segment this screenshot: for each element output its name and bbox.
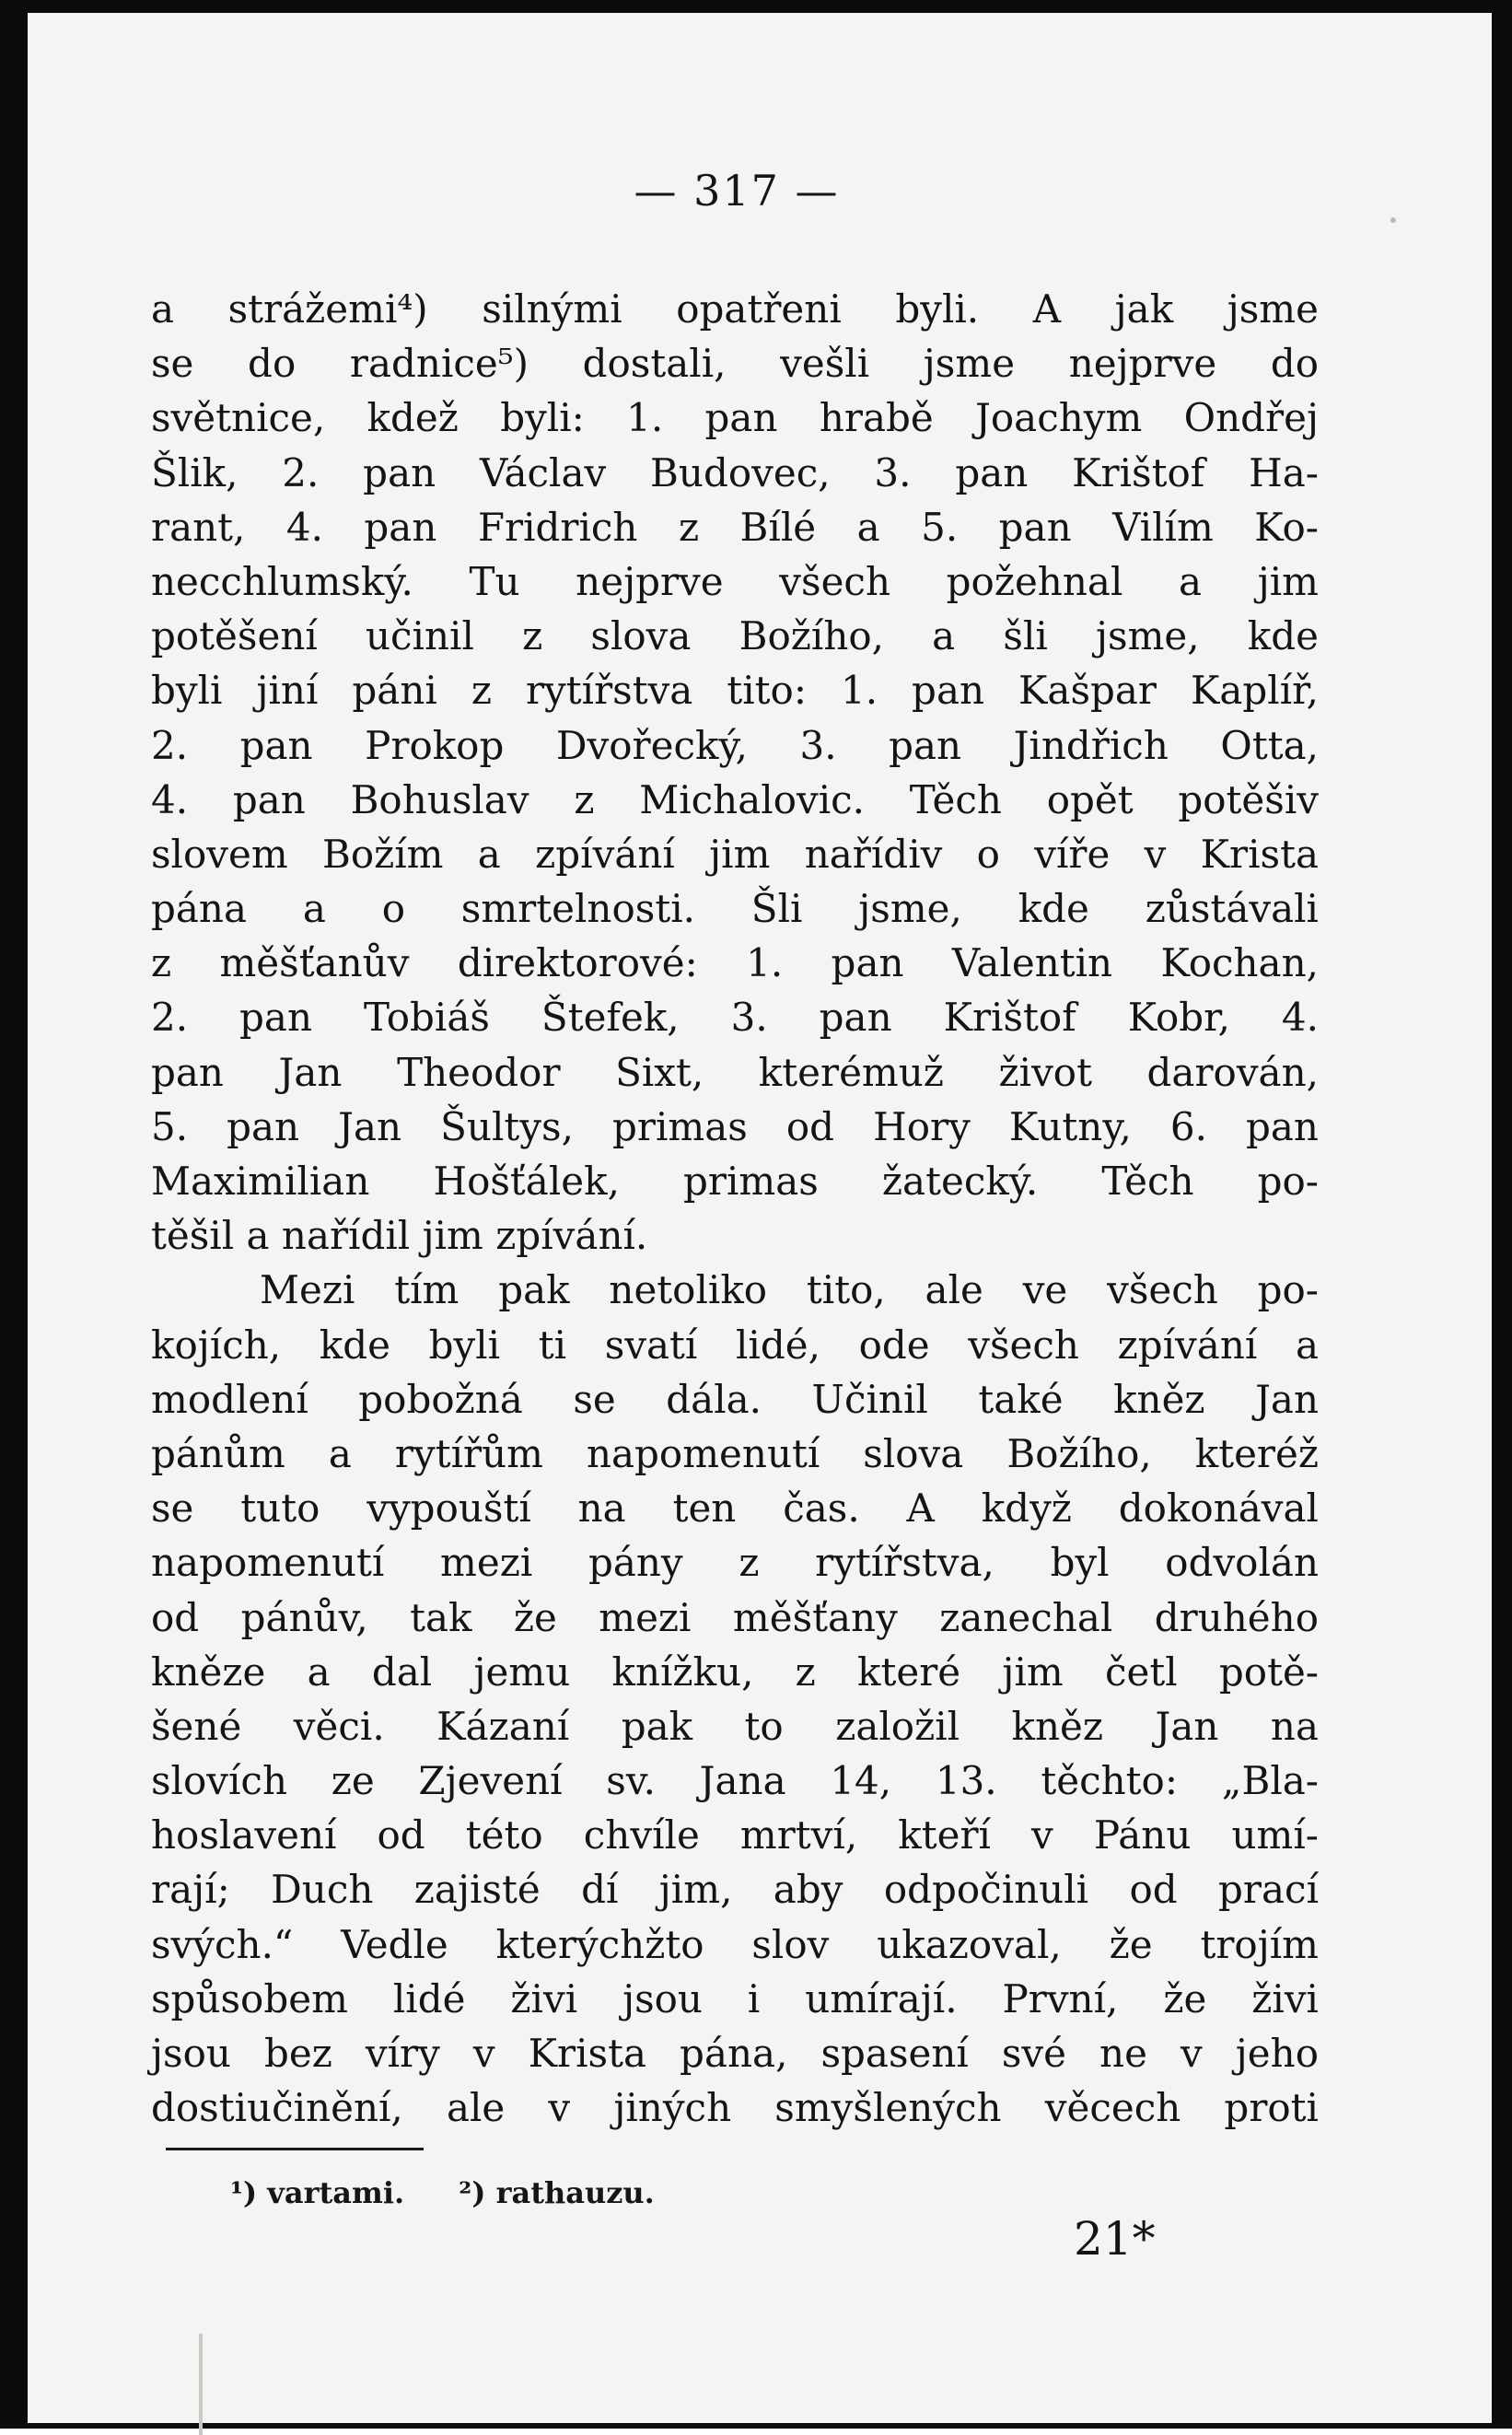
text-line: rant, 4. pan Fridrich z Bílé a 5. pan Vilím Ko- <box>151 504 1319 550</box>
footnote-1: ¹) vartami. <box>230 2175 405 2210</box>
scan-border-bottom <box>0 2423 1512 2429</box>
text-line: necchlumský. Tu nejprve všech požehnal a jim <box>151 558 1319 604</box>
text-line: Mezi tím pak netoliko tito, ale ve všech po- <box>260 1267 1319 1313</box>
text-line: světnice, kdež byli: 1. pan hrabě Joachym Ondřej <box>151 395 1319 441</box>
text-line: od pánův, tak že mezi měšťany zanechal druhého <box>151 1594 1319 1640</box>
text-line: slovem Božím a zpívání jim nařídiv o víře v Krista <box>151 831 1319 877</box>
text-line: Maximilian Hošťálek, primas žatecký. Těch po- <box>151 1159 1319 1204</box>
text-line: šené věci. Kázaní pak to založil kněz Jan na <box>151 1703 1319 1749</box>
text-line: se do radnice⁵) dostali, vešli jsme nejprve do <box>151 341 1319 387</box>
footnotes <box>230 2175 699 2210</box>
text-line: 4. pan Bohuslav z Michalovic. Těch opět potěšiv <box>151 776 1319 822</box>
text-line: potěšení učinil z slova Božího, a šli jsme, kde <box>151 613 1319 659</box>
footnote-divider <box>166 2148 424 2150</box>
scan-border-top <box>0 0 1512 13</box>
text-line: pan Jan Theodor Sixt, kterémuž život darován, <box>151 1049 1319 1095</box>
text-line: hoslavení od této chvíle mrtví, kteří v Pánu umí- <box>151 1812 1319 1858</box>
text-line: pánům a rytířům napomenutí slova Božího, kteréž <box>151 1430 1319 1476</box>
text-line: kněze a dal jemu knížku, z které jim četl potě- <box>151 1649 1319 1695</box>
text-line: jsou bez víry v Krista pána, spasení své ne v jeho <box>151 2031 1319 2076</box>
text-line: spůsobem lidé živi jsou i umírají. První, že živi <box>151 1975 1319 2021</box>
book-page <box>28 13 1492 2423</box>
text-line: těšil a nařídil jim zpívání. <box>151 1213 648 1259</box>
text-line: svých.“ Vedle kterýchžto slov ukazoval, že trojím <box>151 1921 1319 1967</box>
text-line: 2. pan Prokop Dvořecký, 3. pan Jindřich Otta, <box>151 722 1319 768</box>
footnote-2: ²) rathauzu. <box>459 2175 655 2210</box>
page-number: — 317 — <box>634 166 840 216</box>
body-text <box>151 282 1319 2135</box>
scan-artifact-line <box>199 2334 203 2435</box>
text-line: modlení pobožná se dála. Učinil také kněz Jan <box>151 1376 1319 1422</box>
text-line: byli jiní páni z rytířstva tito: 1. pan Kašpar Kaplíř, <box>151 668 1319 714</box>
text-line: a strážemi⁴) silnými opatřeni byli. A jak jsme <box>151 286 1319 332</box>
scan-speck <box>1390 217 1396 223</box>
text-line: slovích ze Zjevení sv. Jana 14, 13. těchto: „Bla- <box>151 1758 1319 1804</box>
text-line: se tuto vypouští na ten čas. A když dokonával <box>151 1485 1319 1532</box>
text-line: Šlik, 2. pan Václav Budovec, 3. pan Krištof Ha- <box>151 449 1319 495</box>
signature-mark: 21* <box>1074 2212 1156 2266</box>
text-line: rají; Duch zajisté dí jim, aby odpočinuli od prací <box>151 1867 1319 1913</box>
text-line: dostiučinění, ale v jiných smyšlených věcech proti <box>151 2085 1319 2131</box>
text-line: kojích, kde byli ti svatí lidé, ode všech zpívání a <box>151 1322 1319 1368</box>
scan-border-left <box>0 0 28 2429</box>
text-line: napomenutí mezi pány z rytířstva, byl odvolán <box>151 1540 1319 1586</box>
text-line: pána a o smrtelnosti. Šli jsme, kde zůstávali <box>151 886 1319 932</box>
text-line: z měšťanův direktorové: 1. pan Valentin Kochan, <box>151 940 1319 986</box>
text-line: 5. pan Jan Šultys, primas od Hory Kutny, 6. pan <box>151 1103 1319 1149</box>
scan-border-right <box>1492 0 1512 2429</box>
text-line: 2. pan Tobiáš Štefek, 3. pan Krištof Kobr, 4. <box>151 995 1319 1041</box>
